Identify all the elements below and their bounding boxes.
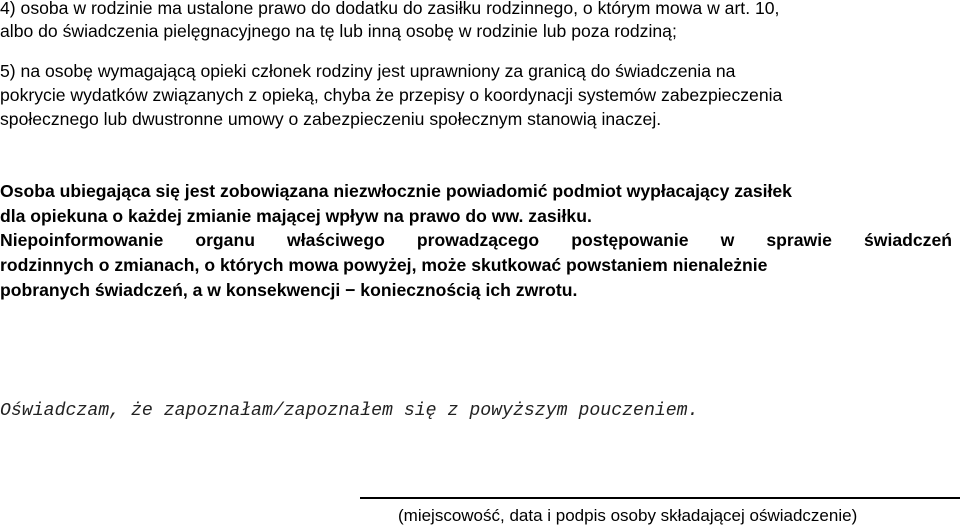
- notice-line-1: Osoba ubiegająca się jest zobowiązana niezwłocznie powiadomić podmiot wypłacający zasiłek: [0, 181, 792, 201]
- notice-line-3: Niepoinformowanie organu właściwego prowadzącego postępowanie w sprawie świadczeń: [0, 230, 952, 250]
- instruction-item-4-line-2: albo do świadczenia pielęgnacyjnego na tę lub inną osobę w rodzinie lub poza rodziną;: [0, 21, 677, 41]
- instruction-item-4-line-1: 4) osoba w rodzinie ma ustalone prawo do dodatku do zasiłku rodzinnego, o którym mowa w art. 10,: [0, 0, 780, 18]
- declaration-statement: Oświadczam, że zapoznałam/zapoznałem się z powyższym pouczeniem.: [0, 401, 699, 421]
- notice-line-2: dla opiekuna o każdej zmianie mającej wpływ na prawo do ww. zasiłku.: [0, 206, 592, 226]
- notice-line-4: rodzinnych o zmianach, o których mowa powyżej, może skutkować powstaniem nienależnie: [0, 255, 768, 275]
- instruction-item-5-line-2: pokrycie wydatków związanych z opieką, chyba że przepisy o koordynacji systemów zabezpieczenia: [0, 85, 783, 105]
- notice-line-5: pobranych świadczeń, a w konsekwencji − koniecznością ich zwrotu.: [0, 280, 578, 300]
- signature-caption: (miejscowość, data i podpis osoby składającej oświadczenie): [398, 506, 858, 525]
- signature-line: [360, 497, 960, 499]
- instruction-item-5-line-3: społecznego lub dwustronne umowy o zabezpieczeniu społecznym stanowią inaczej.: [0, 109, 662, 129]
- instruction-item-5-line-1: 5) na osobę wymagającą opieki członek rodziny jest uprawniony za granicą do świadczenia na: [0, 61, 736, 81]
